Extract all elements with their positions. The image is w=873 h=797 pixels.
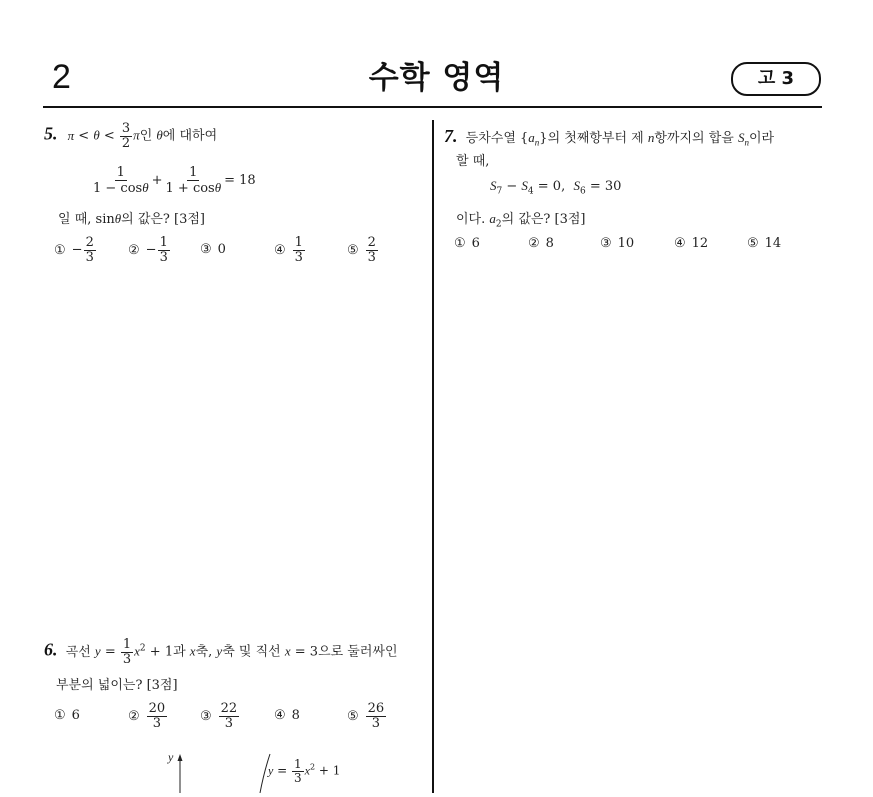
question-7-prompt: 이다. $a_2$의 값은? [3점]: [456, 211, 586, 230]
choice-5[interactable]: ⑤ $\frac{26}{3}$: [347, 701, 385, 731]
question-7-stem: 7. 등차수열 $\{a_n\}$의 첫째항부터 제 n항까지의 합을 $S_n$이라: [444, 126, 775, 148]
choice-3[interactable]: ③ 0: [200, 242, 226, 257]
choice-5[interactable]: ⑤ 14: [747, 236, 782, 251]
equation-rhs: = 18: [224, 173, 256, 189]
choice-1[interactable]: ① − $\frac{2}{3}$: [54, 235, 94, 265]
choice-4[interactable]: ④ 8: [274, 708, 300, 723]
grade-badge: 고 3: [731, 62, 821, 96]
choice-2[interactable]: ② $\frac{20}{3}$: [128, 701, 166, 731]
question-6-stem: 6. 곡선 y = $\frac{1}{3}$ $x^2 + 1$과 x축, y축 및 직선 x = 3으로 둘러싸인: [44, 637, 398, 667]
curve-label: y = $\frac{1}{3}$ $x^2 + 1$: [268, 757, 341, 785]
choice-3[interactable]: ③ $\frac{22}{3}$: [200, 701, 238, 731]
condition-suffix: 인: [139, 128, 153, 144]
question-5-prompt: 일 때, sinθ의 값은? [3점]: [58, 211, 206, 227]
choice-1[interactable]: ① 6: [454, 236, 480, 251]
choice-2[interactable]: ② 8: [528, 236, 554, 251]
choice-5[interactable]: ⑤ $\frac{2}{3}$: [347, 235, 376, 265]
header-rule: [43, 106, 822, 108]
question-5-condition: 5. π < θ < $\frac{3}{2}$ π인 θ에 대하여: [44, 121, 218, 151]
question-5-equation: $\frac{1}{1 - \cos\theta}$ + $\frac{1}{1 + \cos\theta}$ = 18: [93, 165, 256, 196]
condition-tail: 에 대하여: [162, 128, 218, 144]
y-axis-label: y: [168, 750, 174, 764]
question-6-graph: [160, 748, 380, 793]
page-number: 2: [52, 58, 71, 96]
page-title: 수학 영역: [368, 60, 505, 96]
choice-4[interactable]: ④ $\frac{1}{3}$: [274, 235, 303, 265]
y-axis-arrow: [178, 754, 183, 761]
choice-1[interactable]: ① 6: [54, 708, 80, 723]
question-6-prompt: 부분의 넓이는? [3점]: [56, 678, 178, 693]
question-7-line2: 할 때,: [456, 154, 490, 169]
column-divider: [432, 120, 434, 793]
question-number: 6.: [44, 639, 58, 660]
question-7-equation: $S_7 - S_4 = 0$, $S_6 = 30$: [490, 178, 622, 197]
choice-4[interactable]: ④ 12: [674, 236, 709, 251]
choice-2[interactable]: ② − $\frac{1}{3}$: [128, 235, 168, 265]
question-number: 7.: [444, 126, 458, 146]
question-number: 5.: [44, 123, 58, 144]
choice-3[interactable]: ③ 10: [600, 236, 635, 251]
